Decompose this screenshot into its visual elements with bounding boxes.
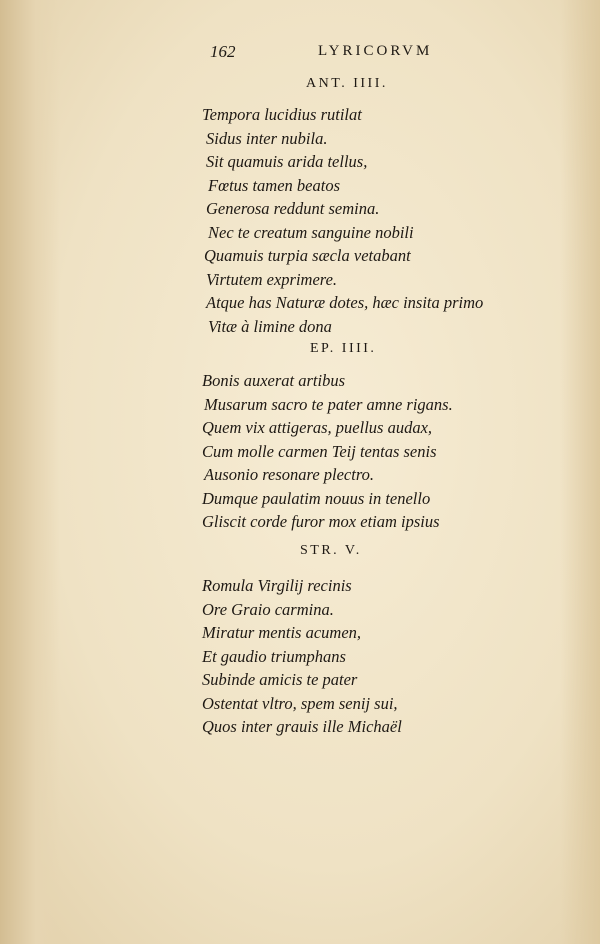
verse-line: Virtutem exprimere. — [206, 269, 338, 289]
verse-line: Musarum sacro te pater amne rigans. — [204, 394, 453, 414]
section-heading-str: STR. V. — [300, 543, 362, 558]
verse-line: Sidus inter nubila. — [206, 128, 328, 148]
page-header — [0, 40, 600, 64]
verse-line: Ausonio resonare plectro. — [204, 465, 375, 484]
verse-line: Gliscit corde furor mox etiam ipsius — [202, 512, 440, 531]
section-heading-ant: ANT. IIII. — [306, 76, 388, 91]
verse-line: Quamuis turpia sæcla vetabant — [204, 246, 411, 265]
verse-line: Quem vix attigeras, puellus audax, — [202, 418, 433, 437]
verse-line: Romula Virgilij recinis — [202, 576, 352, 595]
verse-line: Ostentat vltro, spem senij sui, — [202, 693, 398, 713]
verse-line: Miratur mentis acumen, — [202, 623, 362, 642]
verse-line: Subinde amicis te pater — [202, 670, 358, 689]
section-heading-ep: EP. IIII. — [310, 341, 377, 356]
running-head: LYRICORVM — [318, 43, 433, 59]
verse-line: Vitæ à limine dona — [208, 316, 332, 336]
page-gutter-shadow — [0, 0, 60, 944]
verse-line: Atque has Naturæ dotes, hæc insita primo — [206, 293, 484, 312]
verse-line: Quos inter grauis ille Michaël — [202, 717, 402, 736]
verse-line: Cum molle carmen Teij tentas senis — [202, 441, 437, 461]
page-number: 162 — [210, 42, 236, 61]
verse-line: Ore Graio carmina. — [202, 599, 334, 619]
verse-line: Sit quamuis arida tellus, — [206, 152, 368, 171]
verse-line: Fœtus tamen beatos — [208, 175, 340, 195]
verse-line: Generosa reddunt semina. — [206, 199, 380, 218]
verse-line: Tempora lucidius rutilat — [202, 105, 362, 124]
verse-line: Nec te creatum sanguine nobili — [208, 222, 414, 242]
verse-line: Bonis auxerat artibus — [202, 371, 345, 390]
page-edge-shadow — [560, 0, 600, 944]
verse-line: Dumque paulatim nouus in tenello — [202, 488, 431, 508]
verse-line: Et gaudio triumphans — [202, 646, 346, 666]
